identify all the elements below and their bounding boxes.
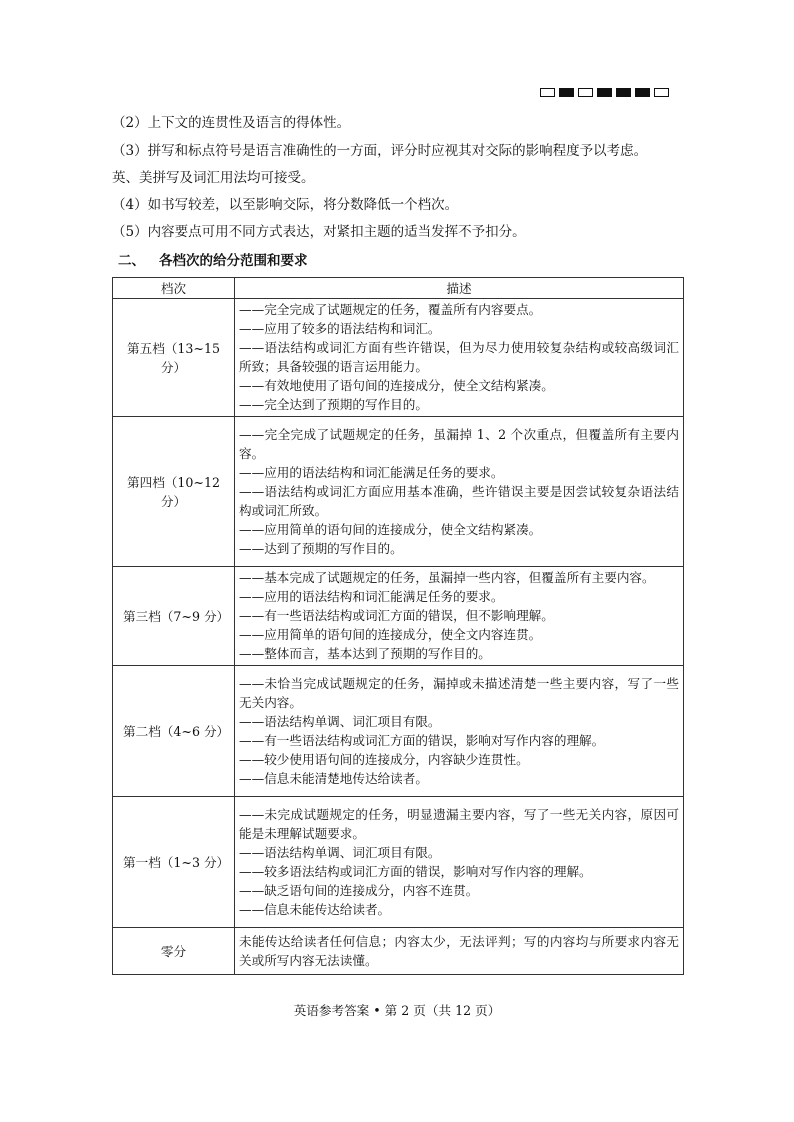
level-cell: 第二档（4~6 分） bbox=[113, 666, 235, 797]
description-line: ——语法结构单调、词汇项目有限。 bbox=[239, 714, 441, 729]
level-cell: 第四档（10~12分） bbox=[113, 417, 235, 567]
level-cell: 第一档（1~3 分） bbox=[113, 797, 235, 928]
description-line: ——整体而言，基本达到了预期的写作目的。 bbox=[239, 646, 491, 661]
criteria-item-4: （4）如书写较差，以至影响交际，将分数降低一个档次。 bbox=[112, 197, 459, 213]
table-row bbox=[113, 797, 684, 928]
description-line: ——应用简单的语句间的连接成分，使全文结构紧凑。 bbox=[239, 522, 542, 537]
criteria-item-3: （3）拼写和标点符号是语言准确性的一方面，评分时应视其对交际的影响程度予以考虑。 bbox=[112, 143, 648, 159]
description-line: ——应用了较多的语法结构和词汇。 bbox=[239, 321, 441, 336]
description-line: ——语法结构单调、词汇项目有限。 bbox=[239, 845, 441, 860]
description-line: ——有一些语法结构或词汇方面的错误，但不影响理解。 bbox=[239, 608, 554, 623]
description-line: ——信息未能清楚地传达给读者。 bbox=[239, 771, 428, 786]
description-line: ——完全达到了预期的写作目的。 bbox=[239, 397, 428, 412]
header-level: 档次 bbox=[113, 278, 235, 299]
description-line: ——信息未能传达给读者。 bbox=[239, 902, 391, 917]
table-row bbox=[113, 567, 684, 666]
table-row bbox=[113, 417, 684, 567]
header-mark-box bbox=[635, 88, 650, 97]
description-cell bbox=[235, 797, 684, 928]
page-footer: 英语参考答案 • 第 2 页（共 12 页） bbox=[293, 1003, 501, 1018]
criteria-item-5: （5）内容要点可用不同方式表达，对紧扣主题的适当发挥不予扣分。 bbox=[112, 224, 526, 240]
table-header-row bbox=[113, 278, 684, 299]
section-title: 各档次的给分范围和要求 bbox=[159, 253, 308, 269]
description-line: ——应用的语法结构和词汇能满足任务的要求。 bbox=[239, 589, 504, 604]
level-cell: 第五档（13~15分） bbox=[113, 299, 235, 417]
description-line: 未能传达给读者任何信息；内容太少，无法评判；写的内容均与所要求内容无关或所写内容无法读懂。 bbox=[239, 934, 679, 968]
header-mark-box bbox=[540, 88, 555, 97]
description-line: ——有效地使用了语句间的连接成分，使全文结构紧凑。 bbox=[239, 378, 554, 393]
description-line: ——有一些语法结构或词汇方面的错误，影响对写作内容的理解。 bbox=[239, 733, 605, 748]
description-line: ——达到了预期的写作目的。 bbox=[239, 541, 403, 556]
section-number: 二、 bbox=[118, 253, 145, 269]
description-line: ——语法结构或词汇方面有些许错误，但为尽力使用较复杂结构或较高级词汇所致；具备较强的语言运用能力。 bbox=[239, 340, 679, 374]
criteria-note: 英、美拼写及词汇用法均可接受。 bbox=[112, 170, 315, 186]
description-line: ——较多语法结构或词汇方面的错误，影响对写作内容的理解。 bbox=[239, 864, 592, 879]
description-cell bbox=[235, 417, 684, 567]
section-heading bbox=[118, 249, 308, 269]
header-mark-box bbox=[597, 88, 612, 97]
level-cell: 第三档（7~9 分） bbox=[113, 567, 235, 666]
criteria-item-2: （2）上下文的连贯性及语言的得体性。 bbox=[112, 115, 351, 131]
description-cell bbox=[235, 567, 684, 666]
header-marks bbox=[540, 88, 669, 97]
description-cell bbox=[235, 928, 684, 975]
table-row bbox=[113, 299, 684, 417]
scoring-table bbox=[112, 277, 684, 975]
description-line: ——完全完成了试题规定的任务，虽漏掉 1、2 个次重点，但覆盖所有主要内容。 bbox=[239, 427, 679, 461]
description-line: ——未恰当完成试题规定的任务，漏掉或未描述清楚一些主要内容，写了一些无关内容。 bbox=[239, 676, 679, 710]
description-line: ——缺乏语句间的连接成分，内容不连贯。 bbox=[239, 883, 479, 898]
header-mark-box bbox=[578, 88, 593, 97]
description-line: ——应用简单的语句间的连接成分，使全文内容连贯。 bbox=[239, 627, 542, 642]
header-description: 描述 bbox=[235, 278, 684, 299]
header-mark-box bbox=[559, 88, 574, 97]
description-line: ——应用的语法结构和词汇能满足任务的要求。 bbox=[239, 465, 504, 480]
description-line: ——完全完成了试题规定的任务，覆盖所有内容要点。 bbox=[239, 302, 542, 317]
description-cell bbox=[235, 299, 684, 417]
table-row bbox=[113, 928, 684, 975]
header-mark-box bbox=[616, 88, 631, 97]
description-line: ——未完成试题规定的任务，明显遗漏主要内容，写了一些无关内容，原因可能是未理解试题要求。 bbox=[239, 807, 679, 841]
description-cell bbox=[235, 666, 684, 797]
description-line: ——语法结构或词汇方面应用基本准确，些许错误主要是因尝试较复杂语法结构或词汇所致。 bbox=[239, 484, 679, 518]
description-line: ——较少使用语句间的连接成分，内容缺少连贯性。 bbox=[239, 752, 529, 767]
level-cell: 零分 bbox=[113, 928, 235, 975]
header-mark-box bbox=[654, 88, 669, 97]
table-row bbox=[113, 666, 684, 797]
description-line: ——基本完成了试题规定的任务，虽漏掉一些内容，但覆盖所有主要内容。 bbox=[239, 570, 655, 585]
